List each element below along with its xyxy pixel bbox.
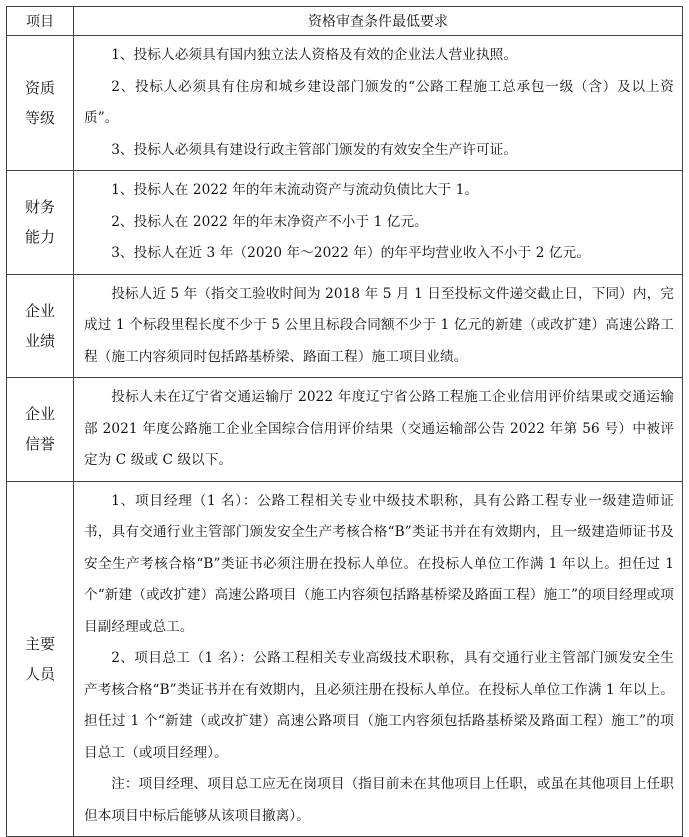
category-label-line1: 企业 (24, 405, 55, 424)
requirement-cell (74, 171, 683, 275)
requirement-paragraph: 1、项目经理（1 名）：公路工程相关专业中级技术职称，具有公路工程专业一级建造师证书，具有交通行业主管部门颁发安全生产考核合格“B”类证书并在有效期内，且一级建造师证书及安全生产考核合格“B”类证书必须注册在投标人单位。在投标人单位工作满 1 年以上。担任过 1 个“新建（或改扩建）高速公路项目（施工内容须包括路基桥梁及路面工程）施工”的项目经理或项目副经理或总工。 (84, 492, 674, 635)
requirement-paragraph: 投标人未在辽宁省交通运输厅 2022 年度辽宁省公路工程施工企业信用评价结果或交通运输部 2021 年度公路施工企业全国综合信用评价结果（交通运输部公告 2022 年第 56 号）中被评定为 C 级或 C 级以下。 (84, 389, 674, 468)
category-cell (7, 481, 74, 837)
category-label-line2: 业绩 (24, 331, 55, 350)
category-label-line2: 信誉 (24, 435, 55, 454)
requirement-paragraph: 1、投标人必须具有国内独立法人资格及有效的企业法人营业执照。 (111, 47, 518, 63)
category-label-line2: 等级 (24, 109, 55, 127)
header-project: 项目 (7, 7, 74, 36)
requirement-paragraph: 3、投标人在近 3 年（2020 年～2022 年）的年平均营业收入不小于 2 亿元。 (111, 245, 590, 261)
requirement-cell (74, 378, 683, 482)
requirement-note: 注：项目经理、项目总工应无在岗项目（指目前未在其他项目上任职，或虽在其他项目上任职但本项目中标后能够从该项目撤离）。 (84, 776, 674, 824)
row-key-personnel (7, 481, 683, 837)
category-label-line1: 资质 (24, 79, 55, 97)
requirement-paragraph: 投标人近 5 年（指交工验收时间为 2018 年 5 月 1 日至投标文件递交截止日，下同）内，完成过 1 个标段里程长度不少于 5 公里且标段合同额不少于 1 亿元的新建（或改扩建）高速公路工程（施工内容须同时包括路基桥梁、路面工程）施工项目业绩。 (84, 285, 674, 365)
requirement-cell (74, 481, 683, 837)
row-company-credit (7, 378, 683, 482)
requirement-paragraph: 3、投标人必须具有建设行政主管部门颁发的有效安全生产许可证。 (111, 141, 518, 158)
category-label-line1: 财务 (24, 198, 55, 217)
requirements-document (6, 6, 682, 837)
row-company-performance (7, 274, 683, 378)
category-label-line2: 能力 (24, 228, 55, 247)
category-cell (7, 378, 74, 482)
qualification-table (6, 6, 683, 837)
requirement-cell (74, 274, 683, 378)
requirement-paragraph: 2、投标人必须具有住房和城乡建设部门颁发的“公路工程施工总承包一级（含）及以上资质”。 (84, 78, 674, 126)
header-requirements: 资格审查条件最低要求 (74, 7, 683, 36)
requirement-cell (74, 36, 683, 171)
category-cell (7, 36, 74, 171)
requirement-paragraph: 2、投标人在 2022 年的年末净资产不小于 1 亿元。 (111, 213, 428, 230)
category-cell (7, 274, 74, 378)
requirement-paragraph: 2、项目总工（1 名）：公路工程相关专业高级技术职称，具有交通行业主管部门颁发安全生产考核合格“B”类证书并在有效期内，且必须注册在投标人单位。在投标人单位工作满 1 年以上。担任过 1 个“新建（或改扩建）高速公路项目（施工内容须包括路基桥梁及路面工程）施工”的项目总工（或项目经理）。 (84, 650, 674, 761)
row-financial-capacity (7, 171, 683, 275)
category-label-line1: 主要 (24, 634, 55, 653)
table-header-row (7, 7, 683, 36)
category-cell (7, 171, 74, 275)
requirement-paragraph: 1、投标人在 2022 年的年末流动资产与流动负债比大于 1。 (111, 182, 479, 198)
row-qualification-grade (7, 36, 683, 171)
category-label-line1: 企业 (24, 301, 55, 320)
category-label-line2: 人员 (24, 664, 55, 683)
